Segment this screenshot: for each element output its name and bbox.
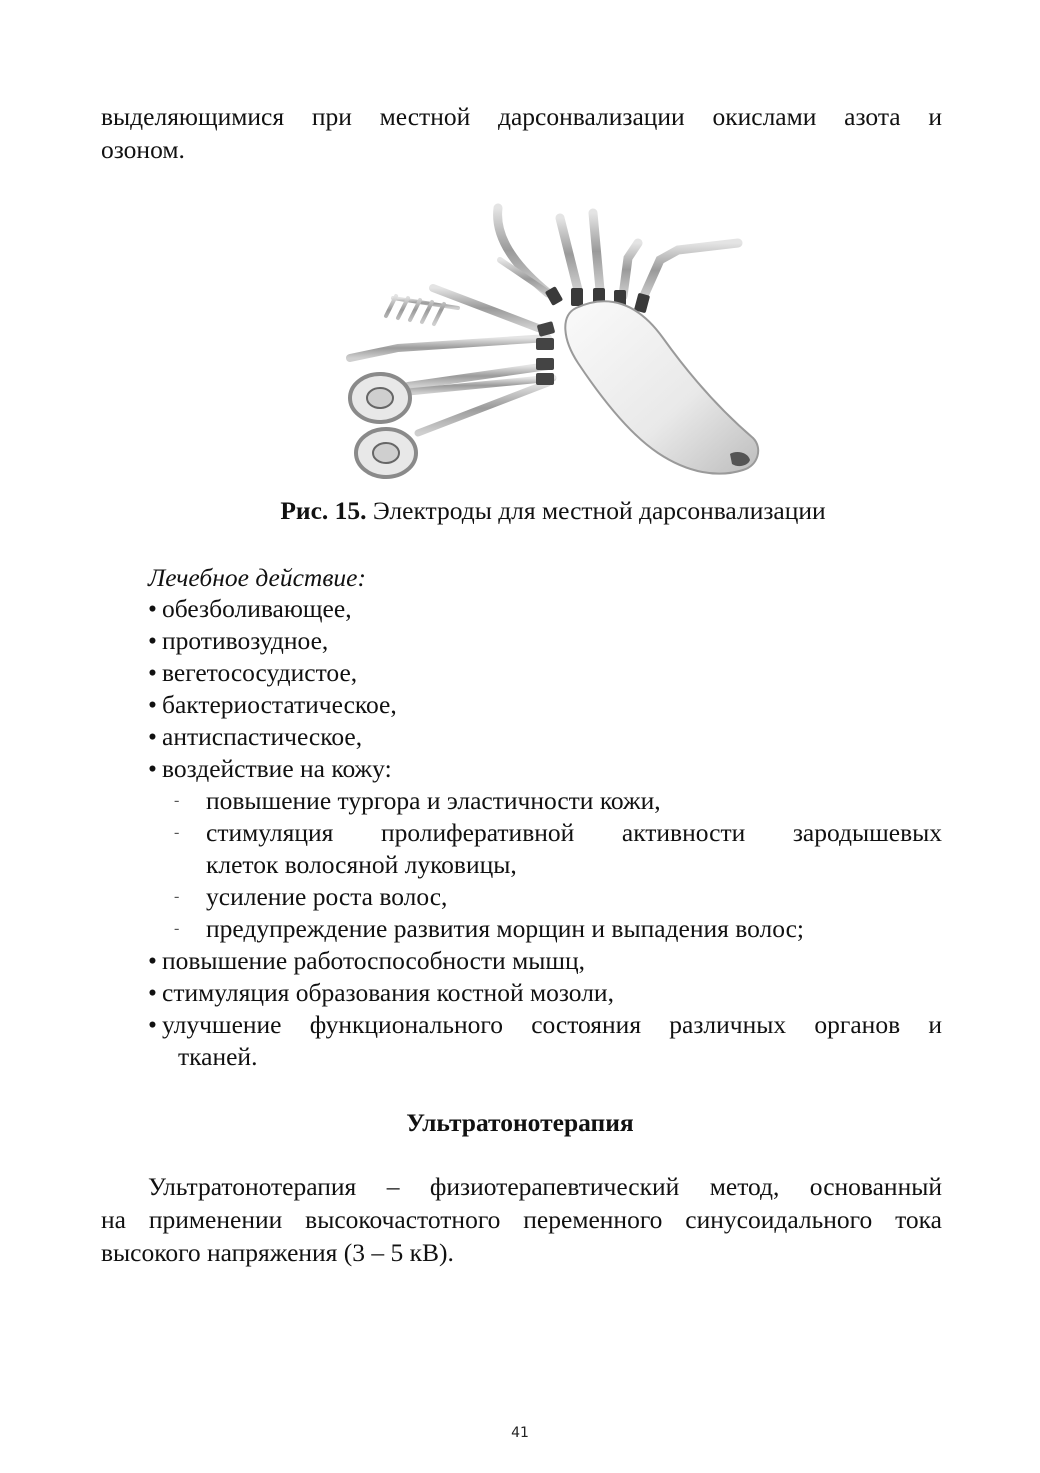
top-paragraph-line-1: выделяющимися при местной дарсонвализации окислами азота и xyxy=(101,102,942,131)
list-item-continuation: тканей. xyxy=(178,1042,258,1071)
sub-list-item-continuation xyxy=(148,849,942,881)
dash-marker: - xyxy=(174,792,180,809)
electrode-handle xyxy=(565,301,758,473)
list-item: • бактериостатическое, xyxy=(148,689,942,721)
list-item: • воздействие на кожу: xyxy=(148,753,942,785)
list-item: • обезболивающее, xyxy=(148,593,942,625)
disc-electrodes xyxy=(350,374,416,477)
effects-title: Лечебное действие: xyxy=(148,563,366,592)
figure-caption xyxy=(0,494,1040,527)
list-item: • повышение работоспособности мышц, xyxy=(148,945,942,977)
left-electrode-tips xyxy=(536,321,555,385)
dash-marker: - xyxy=(174,888,180,905)
section-title: Ультратонотерапия xyxy=(406,1108,634,1137)
upper-electrodes xyxy=(498,208,738,298)
sub-list-item-text: клеток волосяной луковицы, xyxy=(206,850,517,879)
sub-list-item-text: предупреждение развития морщин и выпадения волос; xyxy=(206,914,805,943)
list-item: • антиспастическое, xyxy=(148,721,942,753)
sub-list-item xyxy=(148,817,942,849)
list-item: • противозудное, xyxy=(148,625,942,657)
figure-caption-text: Электроды для местной дарсонвализации xyxy=(366,496,826,525)
electrodes-figure xyxy=(338,198,768,488)
top-paragraph-line-2: озоном. xyxy=(101,135,185,164)
sub-list-item xyxy=(148,785,942,817)
section-intro-paragraph xyxy=(101,1170,942,1269)
sub-list-item xyxy=(148,913,942,945)
section-intro-line-3: высокого напряжения (3 – 5 кВ). xyxy=(101,1238,454,1267)
figure-caption-label: Рис. 15. xyxy=(280,496,367,525)
page-number: 41 xyxy=(511,1425,529,1441)
sub-list-item-text: стимуляция пролиферативной активности зародышевых xyxy=(206,818,942,847)
section-intro-line-2: на применении высокочастотного переменного синусоидального тока xyxy=(101,1205,942,1234)
skin-effects-sublist xyxy=(148,785,942,945)
top-paragraph xyxy=(101,100,942,166)
section-intro-line-1: Ультратонотерапия – физиотерапевтический метод, основанный xyxy=(148,1172,942,1201)
sub-list-item-text: повышение тургора и эластичности кожи, xyxy=(206,786,661,815)
list-item: • вегетососудистое, xyxy=(148,657,942,689)
sub-list-item-text: усиление роста волос, xyxy=(206,882,448,911)
list-item: • улучшение функционального состояния различных органов и xyxy=(148,1009,942,1041)
electrodes-illustration xyxy=(338,198,768,488)
dash-marker: - xyxy=(174,920,180,937)
list-item: • стимуляция образования костной мозоли, xyxy=(148,977,942,1009)
dash-marker: - xyxy=(174,824,180,841)
sub-list-item xyxy=(148,881,942,913)
effects-list xyxy=(148,593,942,1073)
